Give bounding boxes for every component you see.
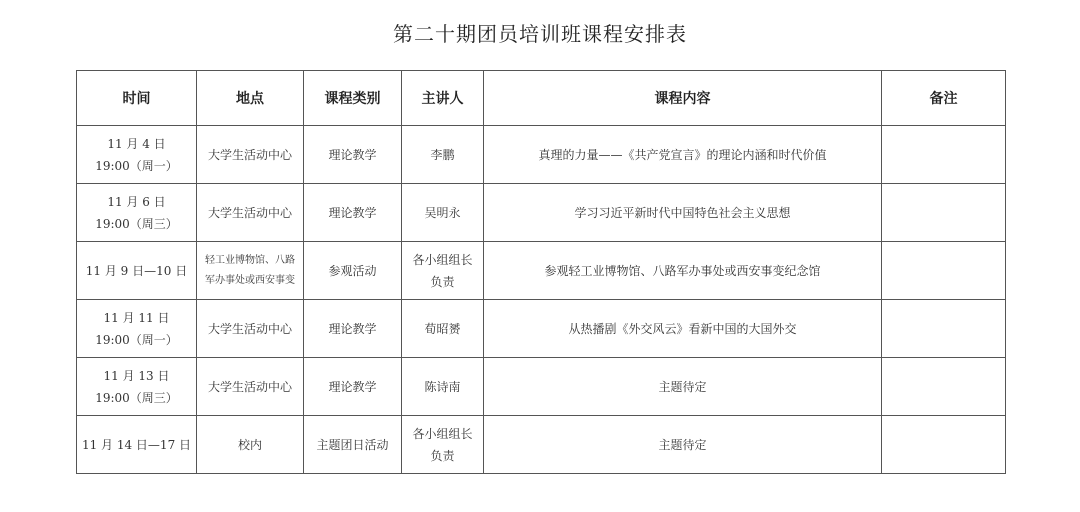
cell-time: 11 月 9 日—10 日 [77,242,197,300]
table-header-row [77,71,1006,126]
cell-category: 参观活动 [304,242,402,300]
cell-time: 11 月 14 日—17 日 [77,416,197,474]
cell-time: 11 月 6 日 19:00（周三） [77,184,197,242]
header-speaker: 主讲人 [402,71,484,126]
cell-category: 理论教学 [304,184,402,242]
cell-category: 理论教学 [304,300,402,358]
cell-note [882,242,1006,300]
cell-time: 11 月 11 日 19:00（周一） [77,300,197,358]
cell-content: 主题待定 [484,358,882,416]
cell-place: 校内 [197,416,304,474]
cell-note [882,358,1006,416]
cell-content: 学习习近平新时代中国特色社会主义思想 [484,184,882,242]
header-category: 课程类别 [304,71,402,126]
cell-content: 从热播剧《外交风云》看新中国的大国外交 [484,300,882,358]
cell-place: 大学生活动中心 [197,358,304,416]
cell-time: 11 月 13 日 19:00（周三） [77,358,197,416]
cell-note [882,184,1006,242]
schedule-table [76,70,1006,474]
table-row [77,184,1006,242]
cell-note [882,126,1006,184]
table-row [77,242,1006,300]
header-content: 课程内容 [484,71,882,126]
cell-note [882,416,1006,474]
cell-speaker: 李鹏 [402,126,484,184]
cell-speaker: 荀昭赟 [402,300,484,358]
header-time: 时间 [77,71,197,126]
cell-time: 11 月 4 日 19:00（周一） [77,126,197,184]
table-row [77,358,1006,416]
cell-place: 大学生活动中心 [197,184,304,242]
cell-speaker: 陈诗南 [402,358,484,416]
cell-content: 真理的力量——《共产党宣言》的理论内涵和时代价值 [484,126,882,184]
cell-place: 大学生活动中心 [197,126,304,184]
table-row [77,126,1006,184]
cell-category: 主题团日活动 [304,416,402,474]
cell-note [882,300,1006,358]
cell-speaker: 各小组组长 负责 [402,416,484,474]
header-note: 备注 [882,71,1006,126]
cell-speaker: 吴明永 [402,184,484,242]
table-row [77,300,1006,358]
cell-category: 理论教学 [304,358,402,416]
cell-place: 大学生活动中心 [197,300,304,358]
cell-content: 参观轻工业博物馆、八路军办事处或西安事变纪念馆 [484,242,882,300]
header-place: 地点 [197,71,304,126]
table-row [77,416,1006,474]
cell-content: 主题待定 [484,416,882,474]
cell-place: 轻工业博物馆、八路军办事处或西安事变 [197,242,304,300]
cell-speaker: 各小组组长 负责 [402,242,484,300]
cell-category: 理论教学 [304,126,402,184]
page-title: 第二十期团员培训班课程安排表 [393,22,687,46]
